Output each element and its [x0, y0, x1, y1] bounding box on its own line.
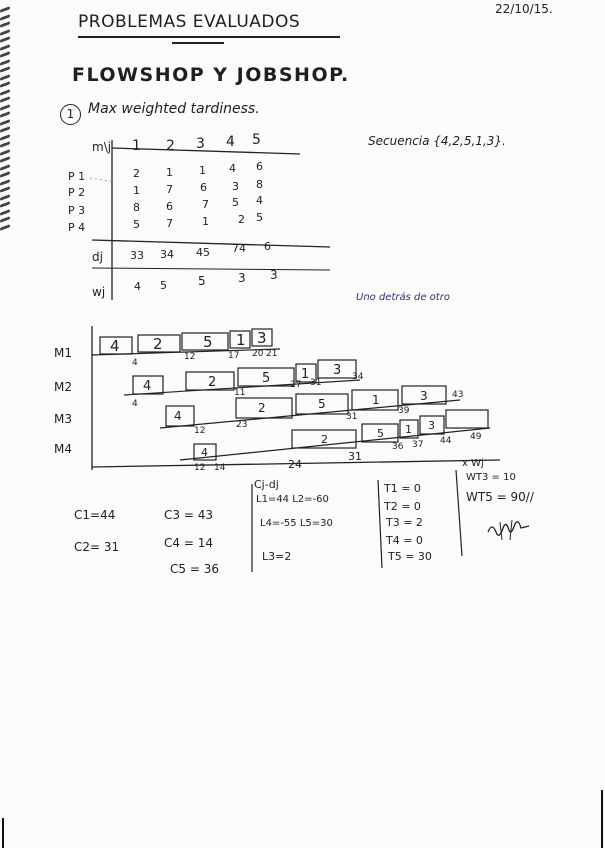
job-header-1: 1 — [132, 138, 141, 154]
cell: 8 — [256, 178, 263, 191]
cell: 7 — [166, 217, 173, 230]
tick: 11 — [234, 388, 246, 398]
cell: 1 — [166, 166, 173, 179]
job-header-4: 4 — [226, 134, 235, 150]
svg-text:5: 5 — [318, 397, 326, 411]
cell: 5 — [232, 196, 239, 209]
tick: 12 — [194, 463, 206, 473]
cell: 6 — [264, 240, 271, 253]
svg-text:5: 5 — [203, 333, 213, 351]
tick: 37 — [412, 440, 424, 450]
svg-text:2: 2 — [321, 433, 328, 446]
tick: 31 — [346, 412, 358, 422]
tick: 21 — [266, 349, 278, 359]
svg-text:5: 5 — [262, 371, 271, 386]
tick: 34 — [352, 372, 364, 382]
svg-text:3: 3 — [257, 329, 267, 347]
completion-c5: C5 = 36 — [170, 562, 219, 576]
cell: 5 — [256, 211, 263, 224]
cell: 7 — [166, 183, 173, 196]
cell: 8 — [133, 201, 140, 214]
svg-text:4: 4 — [143, 379, 152, 394]
date: 22/10/15. — [495, 2, 553, 16]
cell: 5 — [160, 279, 167, 292]
tick: 23 — [236, 420, 248, 430]
page-title: PROBLEMAS EVALUADOS — [78, 12, 301, 32]
cell: 33 — [130, 249, 144, 262]
svg-text:3: 3 — [420, 389, 428, 403]
svg-text:1: 1 — [301, 367, 310, 382]
machine-label-m3: M3 — [54, 412, 72, 426]
machine-label-m2: M2 — [54, 380, 72, 394]
cell: 45 — [196, 246, 210, 259]
cell: 6 — [200, 181, 207, 194]
tick: 24 — [288, 458, 302, 471]
tardiness-t5: T5 = 30 — [388, 550, 432, 563]
row-label-wj: wj — [92, 285, 106, 299]
tick: 20 — [252, 349, 264, 359]
tick: 12 — [184, 352, 196, 362]
job-header-2: 2 — [166, 138, 175, 154]
weighted-wt5: WT5 = 90// — [466, 490, 534, 504]
cell: 74 — [232, 242, 246, 255]
job-header-5: 5 — [252, 132, 261, 148]
cell: 4 — [229, 162, 236, 175]
completion-c4: C4 = 14 — [164, 536, 213, 550]
page-edge-left — [2, 818, 4, 848]
lateness-l3: L3=2 — [262, 550, 292, 563]
tick: 49 — [470, 432, 482, 442]
tick: 27 — [290, 380, 302, 390]
row-label-p1: P 1 — [68, 170, 86, 183]
svg-text:3: 3 — [428, 419, 435, 432]
cell: 6 — [256, 160, 263, 173]
tick: 14 — [214, 463, 226, 473]
sequence-label: Secuencia {4,2,5,1,3}. — [368, 134, 506, 148]
cell: 3 — [270, 268, 278, 282]
svg-text:4: 4 — [174, 409, 182, 423]
cell: 1 — [199, 164, 206, 177]
svg-text:2: 2 — [208, 375, 217, 390]
cell: 2 — [133, 167, 140, 180]
problem-number: 1 — [60, 104, 81, 125]
problem-heading: Max weighted tardiness. — [88, 101, 260, 117]
svg-text:5: 5 — [377, 427, 384, 440]
svg-text:1: 1 — [236, 331, 246, 349]
cell: 6 — [166, 200, 173, 213]
lateness-header: Cj-dj — [254, 478, 279, 491]
cell: 3 — [232, 180, 239, 193]
row-label-dj: dj — [92, 250, 103, 264]
tick: 4 — [132, 399, 138, 409]
cell: 4 — [256, 194, 263, 207]
cell: 5 — [133, 218, 140, 231]
svg-text:3: 3 — [333, 363, 342, 378]
tick: 36 — [392, 442, 404, 452]
table-corner: m\j — [92, 140, 112, 154]
tick: 44 — [440, 436, 452, 446]
tardiness-t1: T1 = 0 — [384, 482, 421, 495]
svg-text:2: 2 — [153, 335, 163, 353]
section-title: FLOWSHOP Y JOBSHOP. — [72, 64, 350, 86]
completion-c1: C1=44 — [74, 508, 116, 522]
cell: 2 — [238, 213, 245, 226]
svg-text:1: 1 — [405, 423, 412, 436]
completion-c3: C3 = 43 — [164, 508, 213, 522]
svg-text:4: 4 — [201, 446, 208, 459]
tick: 31 — [348, 450, 362, 463]
tardiness-t2: T2 = 0 — [384, 500, 421, 513]
row-label-p3: P 3 — [68, 204, 86, 217]
cell: 3 — [238, 271, 246, 285]
tick: 17 — [228, 351, 240, 361]
page-edge-right — [601, 790, 603, 848]
cell: 7 — [202, 198, 209, 211]
lateness-l4-l5: L4=-55 L5=30 — [260, 518, 333, 529]
tick: 39 — [398, 406, 410, 416]
machine-label-m4: M4 — [54, 442, 72, 456]
machine-label-m1: M1 — [54, 346, 72, 360]
svg-text:4: 4 — [110, 337, 120, 355]
tick: 4 — [132, 358, 138, 368]
weighted-wt3: WT3 = 10 — [466, 472, 516, 483]
svg-text:2: 2 — [258, 401, 266, 415]
tardiness-t3: T3 = 2 — [386, 516, 423, 529]
row-label-p4: P 4 — [68, 221, 86, 234]
row-label-p2: P 2 — [68, 186, 86, 199]
tick: 31 — [310, 378, 322, 388]
note-text: Uno detrás de otro — [356, 292, 450, 303]
cell: 5 — [198, 274, 206, 288]
svg-text:1: 1 — [372, 393, 380, 407]
cell: 1 — [202, 215, 209, 228]
lateness-l1-l2: L1=44 L2=-60 — [256, 494, 329, 505]
weights-header: x Wj — [462, 458, 484, 469]
cell: 1 — [133, 184, 140, 197]
tick: 12 — [194, 426, 206, 436]
cell: 4 — [134, 280, 141, 293]
cell: 34 — [160, 248, 174, 261]
completion-c2: C2= 31 — [74, 540, 120, 554]
tardiness-t4: T4 = 0 — [386, 534, 423, 547]
tick: 43 — [452, 390, 464, 400]
job-header-3: 3 — [196, 136, 205, 152]
